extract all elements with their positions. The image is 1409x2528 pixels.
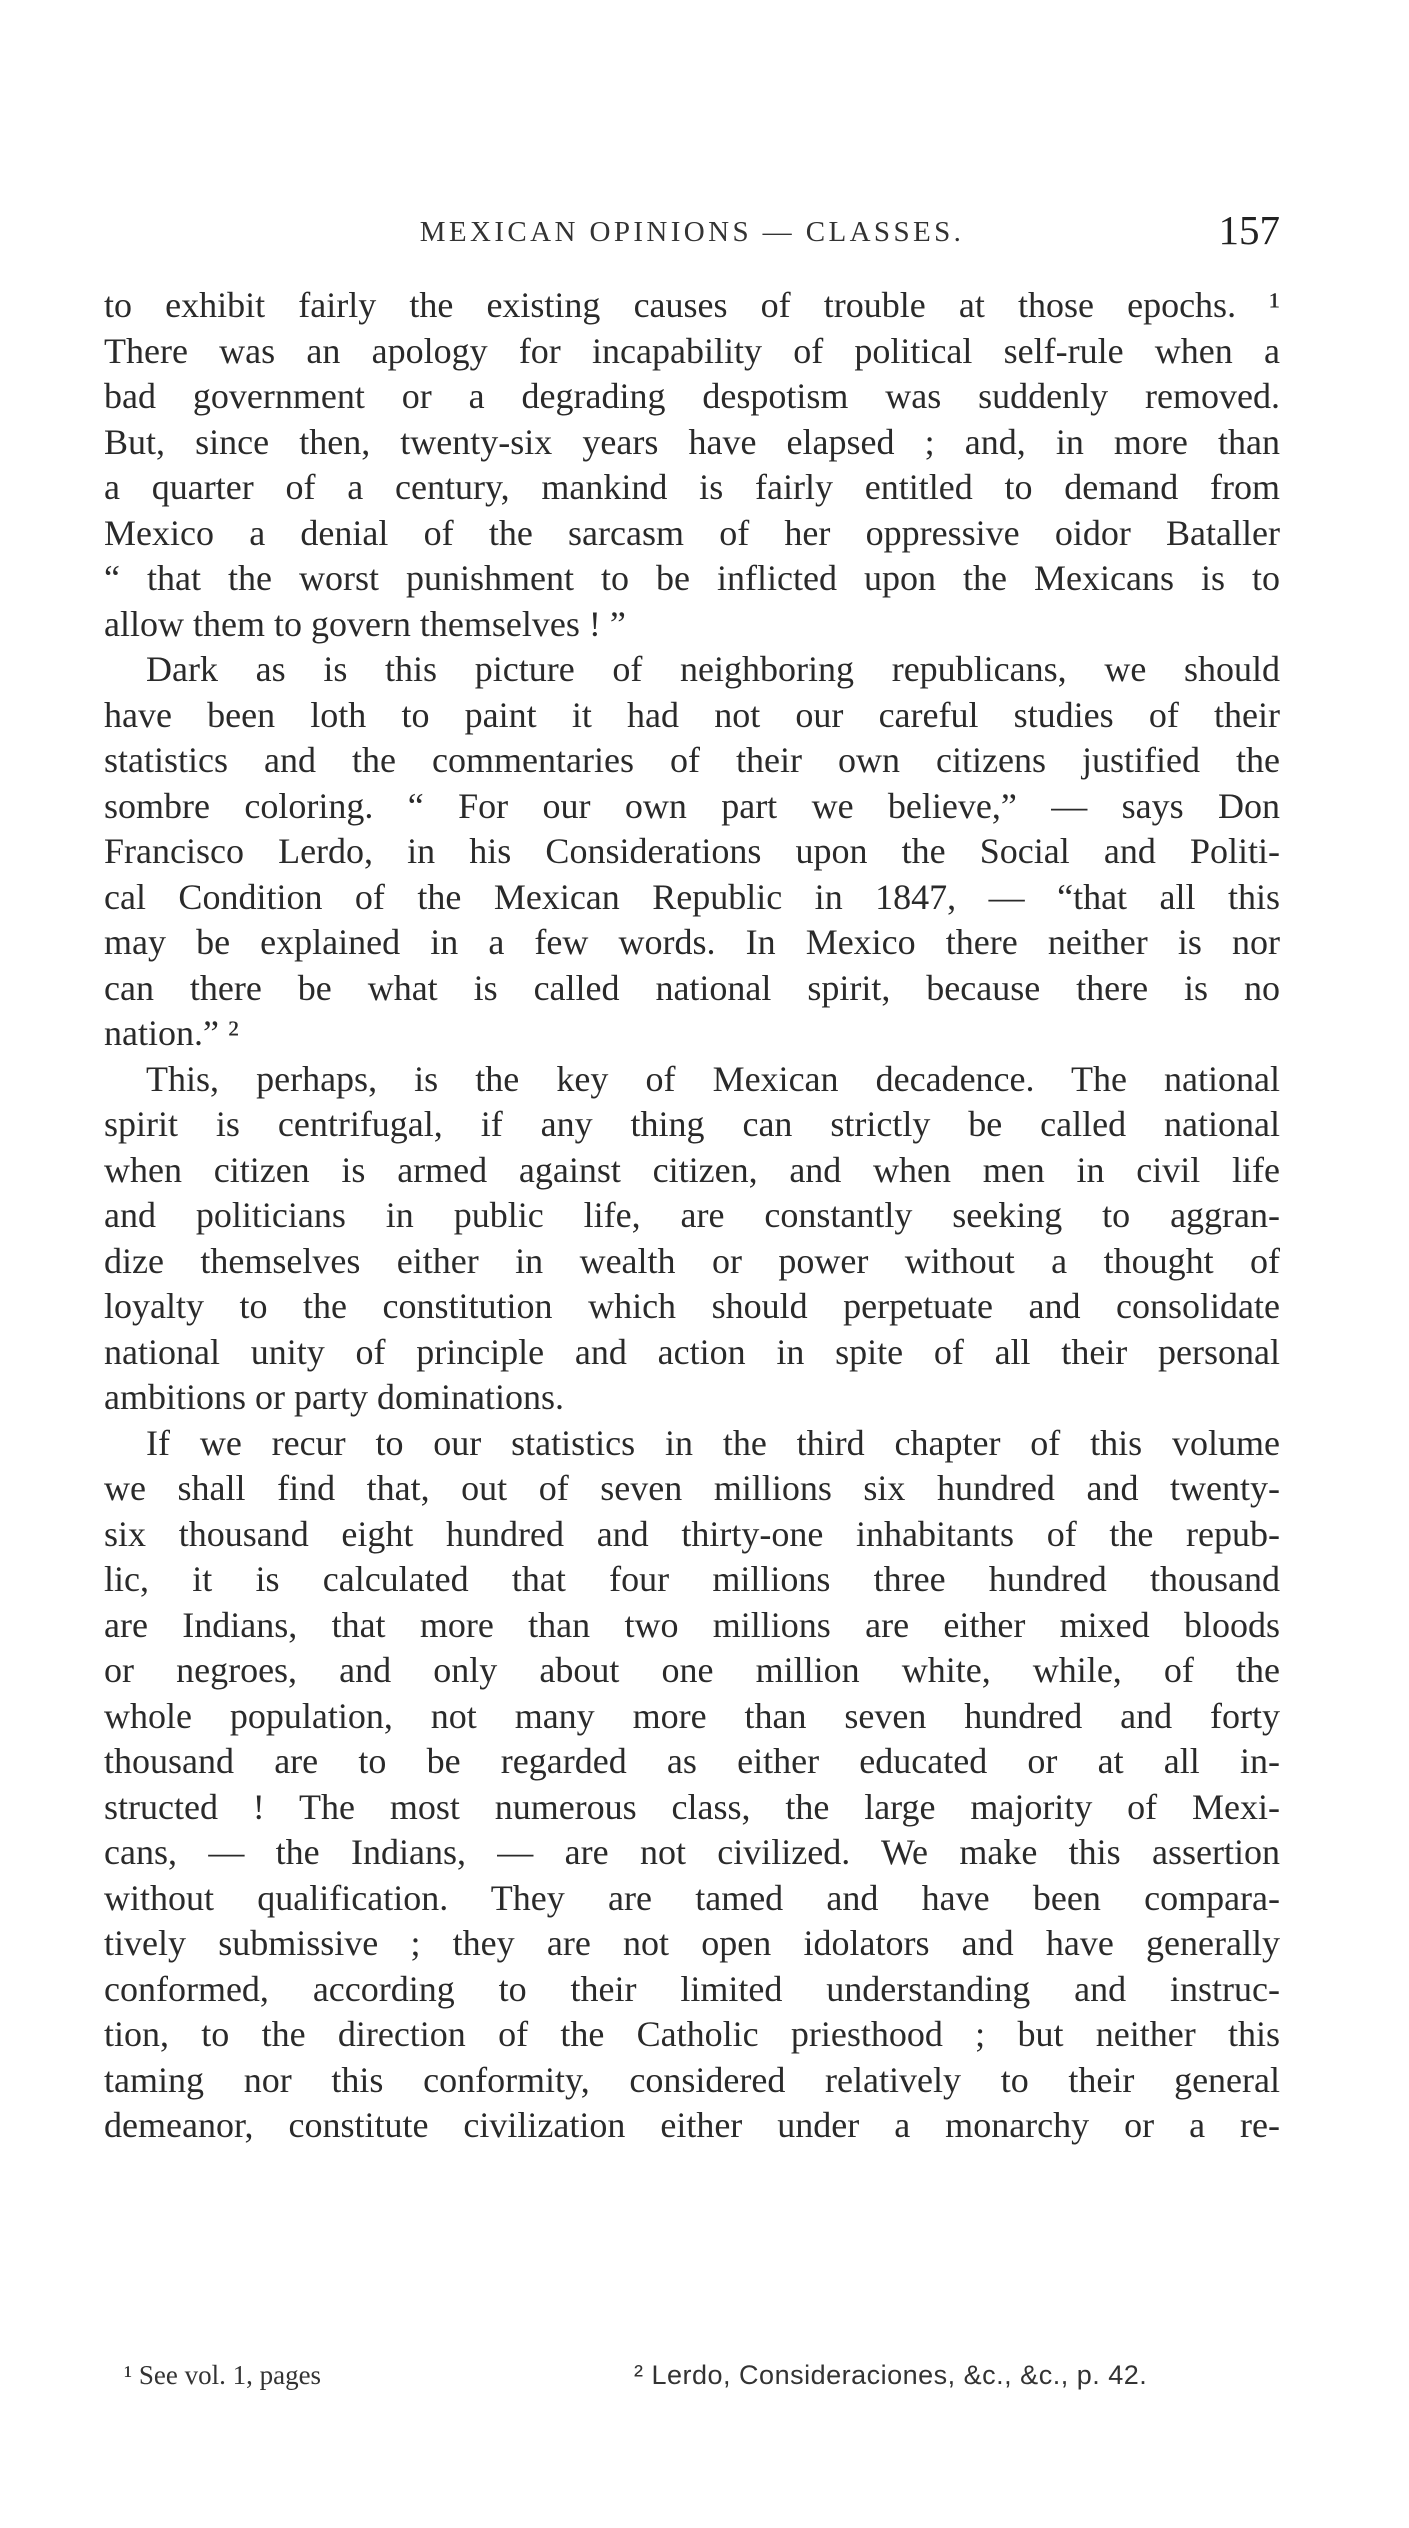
text-line: and politicians in public life, are constantly seeking to aggran-: [104, 1195, 1280, 1235]
page-number: 157: [1218, 207, 1280, 253]
body-text: [104, 283, 1280, 2149]
text-line: conformed, according to their limited understanding and instruc-: [104, 1968, 1280, 2009]
text-line: Mexico a denial of the sarcasm of her oppressive oidor Bataller: [104, 512, 1280, 553]
text-line: tion, to the direction of the Catholic priesthood ; but neither this: [104, 2014, 1280, 2054]
footnotes: [124, 2360, 1274, 2400]
text-line: statistics and the commentaries of their own citizens justified the: [104, 740, 1280, 780]
text-line: dize themselves either in wealth or power without a thought of: [104, 1240, 1280, 1281]
page-header: [104, 206, 1280, 252]
text-line: national unity of principle and action in spite of all their personal: [104, 1331, 1280, 1372]
text-line: nation.” ²: [104, 1013, 239, 1053]
text-line: we shall find that, out of seven millions six hundred and twenty-: [104, 1468, 1280, 1508]
text-line: allow them to govern themselves ! ”: [104, 603, 626, 644]
text-line: whole population, not many more than seven hundred and forty: [104, 1695, 1280, 1736]
text-line: a quarter of a century, mankind is fairly entitled to demand from: [104, 467, 1280, 507]
text-line: are Indians, that more than two millions are either mixed bloods: [104, 1604, 1280, 1645]
text-line: spirit is centrifugal, if any thing can strictly be called national: [104, 1104, 1280, 1144]
text-line: or negroes, and only about one million white, while, of the: [104, 1650, 1280, 1690]
text-line: demeanor, constitute civilization either under a monarchy or a re-: [104, 2105, 1280, 2145]
text-line: “ that the worst punishment to be inflicted upon the Mexicans is to: [104, 558, 1280, 598]
text-line: This, perhaps, is the key of Mexican decadence. The national: [146, 1058, 1280, 1099]
text-line: Dark as is this picture of neighboring republicans, we should: [146, 649, 1280, 689]
text-line: But, since then, twenty-six years have elapsed ; and, in more than: [104, 421, 1280, 462]
text-line: six thousand eight hundred and thirty-one inhabitants of the repub-: [104, 1513, 1280, 1554]
text-line: sombre coloring. “ For our own part we believe,” — says Don: [104, 785, 1280, 826]
text-line: cans, — the Indians, — are not civilized. We make this assertion: [104, 1832, 1280, 1872]
text-line: tively submissive ; they are not open idolators and have generally: [104, 1923, 1280, 1963]
text-line: structed ! The most numerous class, the large majority of Mexi-: [104, 1786, 1280, 1827]
text-line: ambitions or party dominations.: [104, 1377, 564, 1417]
text-line: have been loth to paint it had not our careful studies of their: [104, 694, 1280, 735]
footnote-2: ² Lerdo, Consideraciones, &c., &c., p. 42.: [634, 2360, 1148, 2390]
text-line: loyalty to the constitution which should perpetuate and consolidate: [104, 1286, 1280, 1326]
text-line: when citizen is armed against citizen, and when men in civil life: [104, 1149, 1280, 1190]
text-line: taming nor this conformity, considered relatively to their general: [104, 2059, 1280, 2100]
text-line: If we recur to our statistics in the third chapter of this volume: [146, 1422, 1280, 1463]
text-line: can there be what is called national spirit, because there is no: [104, 967, 1280, 1008]
text-line: thousand are to be regarded as either educated or at all in-: [104, 1741, 1280, 1781]
text-line: Francisco Lerdo, in his Considerations upon the Social and Politi-: [104, 831, 1280, 871]
text-line: cal Condition of the Mexican Republic in 1847, — “that all this: [104, 876, 1280, 917]
footnote-1: ¹ See vol. 1, pages: [124, 2360, 322, 2390]
text-line: bad government or a degrading despotism was suddenly removed.: [104, 376, 1280, 416]
text-line: without qualification. They are tamed and have been compara-: [104, 1877, 1280, 1918]
text-line: to exhibit fairly the existing causes of trouble at those epochs. ¹: [104, 285, 1280, 325]
text-line: lic, it is calculated that four millions three hundred thousand: [104, 1559, 1280, 1599]
running-head: MEXICAN OPINIONS — CLASSES.: [419, 216, 965, 248]
text-line: There was an apology for incapability of political self-rule when a: [104, 330, 1280, 371]
text-line: may be explained in a few words. In Mexico there neither is nor: [104, 922, 1280, 962]
